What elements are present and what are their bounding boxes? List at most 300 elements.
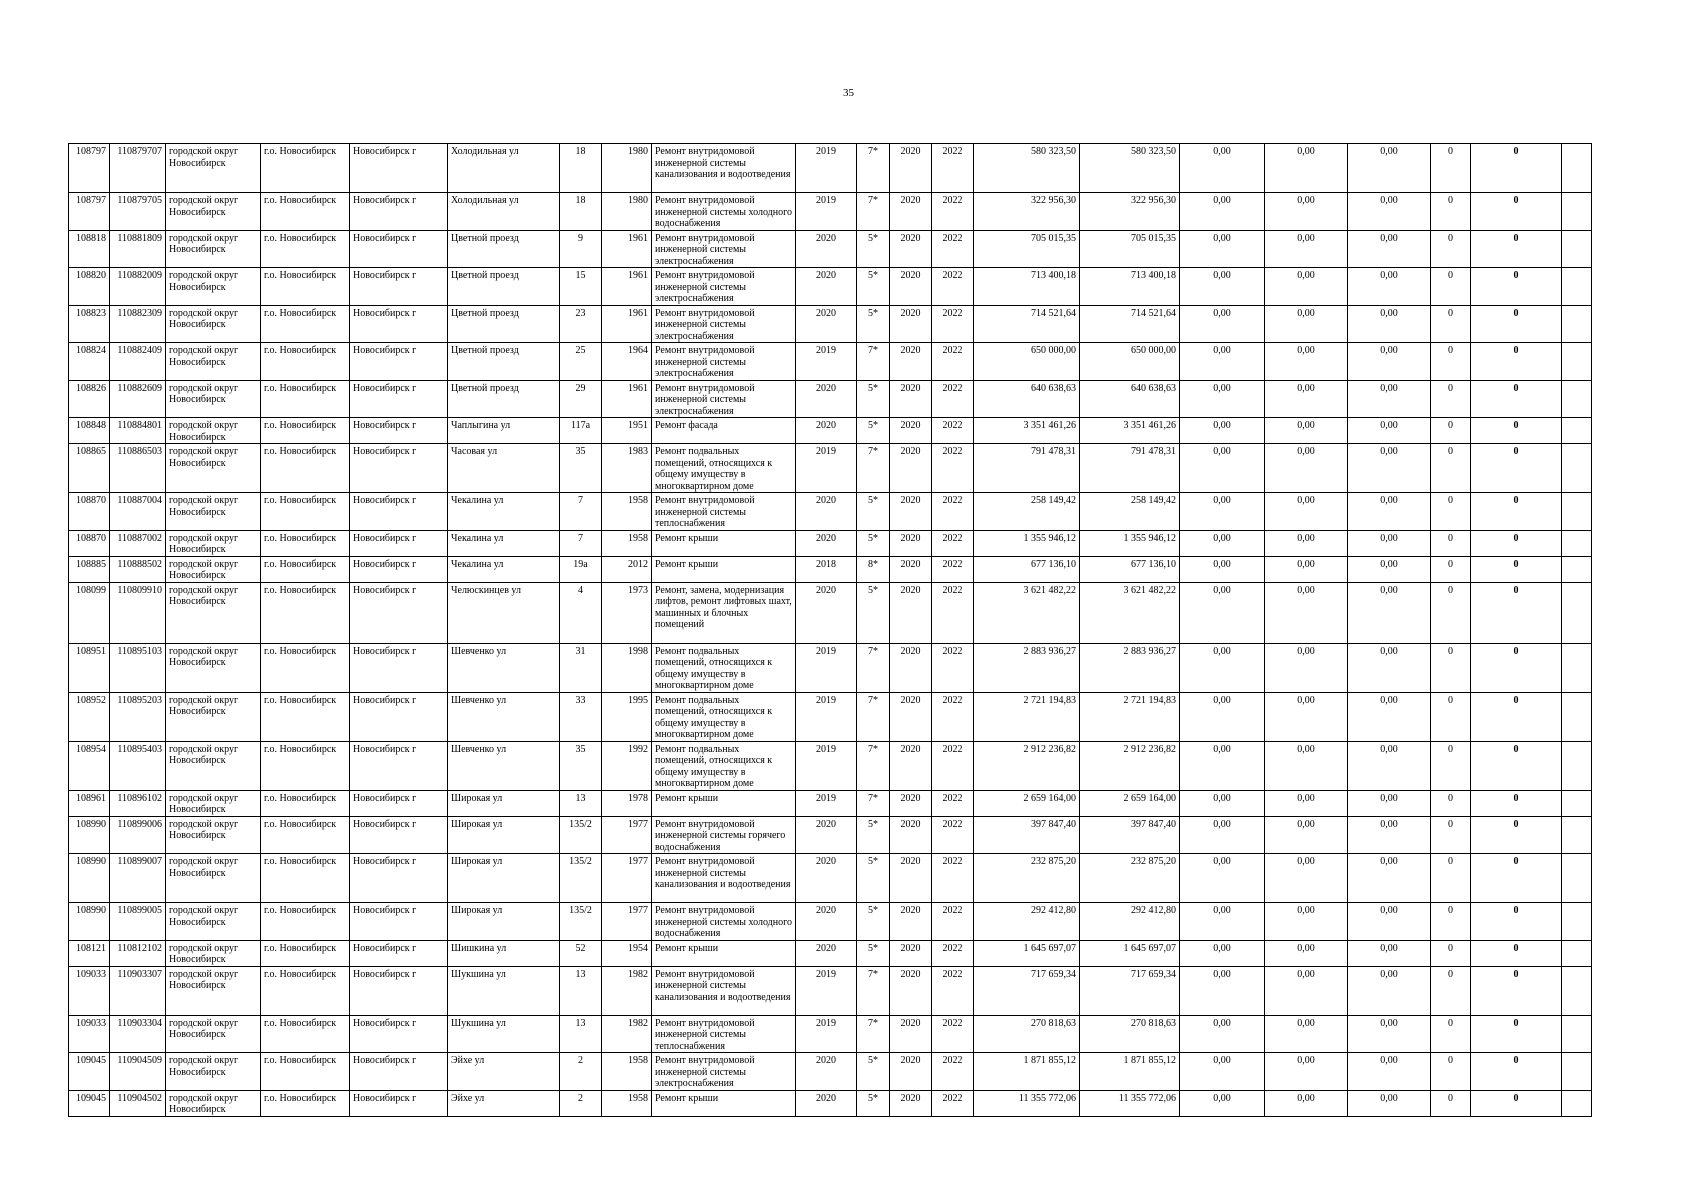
cell-fund-amount: 1 355 946,12: [1080, 530, 1180, 556]
cell-district: г.о. Новосибирск: [261, 741, 350, 790]
table-row: [69, 582, 1592, 643]
cell-work-type: Ремонт внутридомовой инженерной системы горячего водоснабжения: [652, 816, 796, 854]
cell-work-type: Ремонт внутридомовой инженерной системы электроснабжения: [652, 380, 796, 418]
cell-row-code: 110886503: [110, 444, 166, 493]
cell-empty-cell: [1562, 903, 1592, 941]
cell-district: г.о. Новосибирск: [261, 582, 350, 643]
cell-priority: 7*: [857, 144, 890, 193]
cell-budget-1: 0,00: [1180, 193, 1265, 231]
cell-city: Новосибирск г: [350, 816, 448, 854]
cell-district: г.о. Новосибирск: [261, 305, 350, 343]
cell-year-planned: 2019: [796, 643, 857, 692]
cell-year-planned: 2020: [796, 1090, 857, 1116]
cell-build-year: 1961: [602, 268, 652, 306]
cell-total-cost: 1 871 855,12: [974, 1053, 1080, 1091]
cell-street: Эйхе ул: [448, 1053, 560, 1091]
cell-municipality: городской округ Новосибирск: [166, 816, 261, 854]
cell-year-start: 2020: [890, 1015, 932, 1053]
cell-year-planned: 2019: [796, 444, 857, 493]
cell-budget-3: 0,00: [1348, 230, 1431, 268]
cell-year-start: 2020: [890, 556, 932, 582]
cell-budget-1: 0,00: [1180, 268, 1265, 306]
cell-house-number: 117а: [560, 418, 602, 444]
cell-street: Чекалина ул: [448, 530, 560, 556]
cell-year-end: 2022: [932, 418, 974, 444]
cell-city: Новосибирск г: [350, 530, 448, 556]
cell-row-code: 110899007: [110, 854, 166, 903]
cell-budget-1: 0,00: [1180, 343, 1265, 381]
cell-year-planned: 2020: [796, 940, 857, 966]
cell-year-start: 2020: [890, 854, 932, 903]
cell-budget-1: 0,00: [1180, 854, 1265, 903]
cell-street: Широкая ул: [448, 790, 560, 816]
cell-budget-2: 0,00: [1265, 268, 1348, 306]
cell-budget-3: 0,00: [1348, 903, 1431, 941]
cell-work-type: Ремонт подвальных помещений, относящихся к общему имуществу в многоквартирном доме: [652, 692, 796, 741]
table-row: [69, 940, 1592, 966]
cell-row-id: 108865: [69, 444, 110, 493]
cell-house-number: 19а: [560, 556, 602, 582]
cell-row-code: 110895203: [110, 692, 166, 741]
cell-year-end: 2022: [932, 268, 974, 306]
cell-count-2: 0: [1471, 643, 1562, 692]
cell-budget-3: 0,00: [1348, 193, 1431, 231]
cell-municipality: городской округ Новосибирск: [166, 966, 261, 1015]
cell-house-number: 33: [560, 692, 602, 741]
cell-row-code: 110882309: [110, 305, 166, 343]
cell-budget-2: 0,00: [1265, 230, 1348, 268]
cell-budget-3: 0,00: [1348, 582, 1431, 643]
cell-district: г.о. Новосибирск: [261, 854, 350, 903]
cell-budget-3: 0,00: [1348, 790, 1431, 816]
cell-municipality: городской округ Новосибирск: [166, 305, 261, 343]
cell-municipality: городской округ Новосибирск: [166, 556, 261, 582]
cell-city: Новосибирск г: [350, 966, 448, 1015]
cell-year-end: 2022: [932, 556, 974, 582]
cell-build-year: 1961: [602, 380, 652, 418]
cell-year-planned: 2020: [796, 305, 857, 343]
table-row: [69, 692, 1592, 741]
cell-row-id: 108797: [69, 144, 110, 193]
cell-row-code: 110903307: [110, 966, 166, 1015]
table-row: [69, 343, 1592, 381]
cell-work-type: Ремонт внутридомовой инженерной системы канализования и водоотведения: [652, 854, 796, 903]
cell-priority: 5*: [857, 903, 890, 941]
cell-work-type: Ремонт, замена, модернизация лифтов, ремонт лифтовых шахт, машинных и блочных помещений: [652, 582, 796, 643]
cell-total-cost: 397 847,40: [974, 816, 1080, 854]
cell-municipality: городской округ Новосибирск: [166, 741, 261, 790]
cell-city: Новосибирск г: [350, 903, 448, 941]
cell-count-1: 0: [1431, 1090, 1471, 1116]
cell-year-planned: 2020: [796, 418, 857, 444]
cell-budget-1: 0,00: [1180, 903, 1265, 941]
cell-street: Чекалина ул: [448, 493, 560, 531]
cell-district: г.о. Новосибирск: [261, 966, 350, 1015]
cell-house-number: 135/2: [560, 816, 602, 854]
cell-city: Новосибирск г: [350, 380, 448, 418]
cell-year-planned: 2020: [796, 816, 857, 854]
cell-build-year: 1958: [602, 493, 652, 531]
cell-year-planned: 2018: [796, 556, 857, 582]
cell-fund-amount: 791 478,31: [1080, 444, 1180, 493]
cell-year-end: 2022: [932, 144, 974, 193]
cell-street: Цветной проезд: [448, 380, 560, 418]
cell-total-cost: 713 400,18: [974, 268, 1080, 306]
cell-empty-cell: [1562, 741, 1592, 790]
cell-total-cost: 258 149,42: [974, 493, 1080, 531]
cell-total-cost: 717 659,34: [974, 966, 1080, 1015]
cell-count-2: 0: [1471, 1015, 1562, 1053]
cell-row-code: 110809910: [110, 582, 166, 643]
cell-count-1: 0: [1431, 230, 1471, 268]
cell-budget-1: 0,00: [1180, 305, 1265, 343]
cell-district: г.о. Новосибирск: [261, 530, 350, 556]
cell-municipality: городской округ Новосибирск: [166, 854, 261, 903]
cell-municipality: городской округ Новосибирск: [166, 582, 261, 643]
cell-count-2: 0: [1471, 966, 1562, 1015]
cell-budget-2: 0,00: [1265, 380, 1348, 418]
cell-budget-3: 0,00: [1348, 940, 1431, 966]
cell-empty-cell: [1562, 530, 1592, 556]
cell-year-start: 2020: [890, 343, 932, 381]
cell-empty-cell: [1562, 854, 1592, 903]
cell-budget-3: 0,00: [1348, 530, 1431, 556]
cell-count-2: 0: [1471, 940, 1562, 966]
cell-year-planned: 2020: [796, 854, 857, 903]
cell-empty-cell: [1562, 790, 1592, 816]
cell-priority: 5*: [857, 418, 890, 444]
table-body: [69, 144, 1592, 1117]
cell-city: Новосибирск г: [350, 343, 448, 381]
cell-budget-1: 0,00: [1180, 418, 1265, 444]
cell-priority: 7*: [857, 966, 890, 1015]
cell-work-type: Ремонт крыши: [652, 940, 796, 966]
cell-municipality: городской округ Новосибирск: [166, 343, 261, 381]
cell-municipality: городской округ Новосибирск: [166, 418, 261, 444]
cell-build-year: 1980: [602, 193, 652, 231]
cell-street: Шевченко ул: [448, 643, 560, 692]
cell-empty-cell: [1562, 493, 1592, 531]
cell-row-id: 108826: [69, 380, 110, 418]
cell-year-planned: 2019: [796, 966, 857, 1015]
cell-row-id: 108990: [69, 816, 110, 854]
cell-district: г.о. Новосибирск: [261, 816, 350, 854]
cell-municipality: городской округ Новосибирск: [166, 692, 261, 741]
cell-year-start: 2020: [890, 230, 932, 268]
cell-fund-amount: 714 521,64: [1080, 305, 1180, 343]
cell-count-1: 0: [1431, 854, 1471, 903]
cell-total-cost: 714 521,64: [974, 305, 1080, 343]
cell-year-planned: 2020: [796, 493, 857, 531]
cell-priority: 7*: [857, 444, 890, 493]
cell-year-end: 2022: [932, 692, 974, 741]
cell-district: г.о. Новосибирск: [261, 1015, 350, 1053]
cell-budget-1: 0,00: [1180, 556, 1265, 582]
cell-street: Широкая ул: [448, 816, 560, 854]
cell-priority: 5*: [857, 380, 890, 418]
cell-district: г.о. Новосибирск: [261, 193, 350, 231]
cell-count-2: 0: [1471, 305, 1562, 343]
cell-priority: 5*: [857, 230, 890, 268]
cell-row-id: 108990: [69, 854, 110, 903]
cell-year-planned: 2020: [796, 268, 857, 306]
cell-budget-1: 0,00: [1180, 230, 1265, 268]
cell-budget-2: 0,00: [1265, 305, 1348, 343]
cell-year-end: 2022: [932, 380, 974, 418]
cell-budget-3: 0,00: [1348, 1015, 1431, 1053]
cell-row-code: 110896102: [110, 790, 166, 816]
cell-budget-1: 0,00: [1180, 816, 1265, 854]
cell-total-cost: 270 818,63: [974, 1015, 1080, 1053]
cell-empty-cell: [1562, 343, 1592, 381]
cell-priority: 5*: [857, 1090, 890, 1116]
cell-budget-3: 0,00: [1348, 444, 1431, 493]
cell-budget-2: 0,00: [1265, 193, 1348, 231]
cell-house-number: 52: [560, 940, 602, 966]
cell-fund-amount: 2 721 194,83: [1080, 692, 1180, 741]
cell-build-year: 1992: [602, 741, 652, 790]
cell-year-start: 2020: [890, 790, 932, 816]
cell-total-cost: 2 912 236,82: [974, 741, 1080, 790]
cell-budget-2: 0,00: [1265, 582, 1348, 643]
cell-row-id: 109033: [69, 1015, 110, 1053]
cell-empty-cell: [1562, 418, 1592, 444]
cell-street: Шишкина ул: [448, 940, 560, 966]
cell-district: г.о. Новосибирск: [261, 940, 350, 966]
table-row: [69, 903, 1592, 941]
cell-row-code: 110879707: [110, 144, 166, 193]
table-row: [69, 305, 1592, 343]
cell-year-start: 2020: [890, 741, 932, 790]
cell-house-number: 18: [560, 193, 602, 231]
cell-priority: 7*: [857, 193, 890, 231]
cell-district: г.о. Новосибирск: [261, 643, 350, 692]
cell-empty-cell: [1562, 692, 1592, 741]
cell-municipality: городской округ Новосибирск: [166, 268, 261, 306]
cell-year-start: 2020: [890, 582, 932, 643]
cell-count-2: 0: [1471, 790, 1562, 816]
cell-count-1: 0: [1431, 790, 1471, 816]
cell-city: Новосибирск г: [350, 268, 448, 306]
cell-house-number: 135/2: [560, 903, 602, 941]
cell-priority: 7*: [857, 790, 890, 816]
cell-city: Новосибирск г: [350, 305, 448, 343]
cell-count-2: 0: [1471, 854, 1562, 903]
cell-city: Новосибирск г: [350, 230, 448, 268]
cell-count-1: 0: [1431, 305, 1471, 343]
cell-street: Цветной проезд: [448, 230, 560, 268]
cell-priority: 5*: [857, 493, 890, 531]
cell-fund-amount: 1 645 697,07: [1080, 940, 1180, 966]
cell-year-planned: 2019: [796, 692, 857, 741]
cell-year-start: 2020: [890, 305, 932, 343]
cell-house-number: 2: [560, 1053, 602, 1091]
cell-fund-amount: 705 015,35: [1080, 230, 1180, 268]
cell-year-planned: 2020: [796, 230, 857, 268]
cell-city: Новосибирск г: [350, 582, 448, 643]
cell-total-cost: 705 015,35: [974, 230, 1080, 268]
cell-budget-2: 0,00: [1265, 940, 1348, 966]
cell-house-number: 31: [560, 643, 602, 692]
cell-total-cost: 677 136,10: [974, 556, 1080, 582]
cell-budget-3: 0,00: [1348, 493, 1431, 531]
cell-empty-cell: [1562, 380, 1592, 418]
table-row: [69, 1053, 1592, 1091]
cell-budget-2: 0,00: [1265, 816, 1348, 854]
cell-fund-amount: 292 412,80: [1080, 903, 1180, 941]
cell-budget-3: 0,00: [1348, 268, 1431, 306]
cell-empty-cell: [1562, 268, 1592, 306]
cell-year-start: 2020: [890, 966, 932, 1015]
cell-budget-2: 0,00: [1265, 556, 1348, 582]
cell-fund-amount: 11 355 772,06: [1080, 1090, 1180, 1116]
cell-house-number: 15: [560, 268, 602, 306]
cell-row-id: 109033: [69, 966, 110, 1015]
cell-municipality: городской округ Новосибирск: [166, 643, 261, 692]
cell-house-number: 25: [560, 343, 602, 381]
cell-row-id: 108848: [69, 418, 110, 444]
cell-year-start: 2020: [890, 816, 932, 854]
cell-budget-1: 0,00: [1180, 643, 1265, 692]
cell-build-year: 1977: [602, 816, 652, 854]
cell-municipality: городской округ Новосибирск: [166, 790, 261, 816]
cell-budget-2: 0,00: [1265, 530, 1348, 556]
cell-house-number: 7: [560, 493, 602, 531]
cell-count-1: 0: [1431, 816, 1471, 854]
cell-street: Цветной проезд: [448, 343, 560, 381]
cell-fund-amount: 650 000,00: [1080, 343, 1180, 381]
cell-budget-1: 0,00: [1180, 1015, 1265, 1053]
cell-budget-3: 0,00: [1348, 305, 1431, 343]
cell-row-id: 108820: [69, 268, 110, 306]
cell-year-start: 2020: [890, 268, 932, 306]
cell-total-cost: 580 323,50: [974, 144, 1080, 193]
cell-empty-cell: [1562, 816, 1592, 854]
cell-total-cost: 292 412,80: [974, 903, 1080, 941]
cell-budget-1: 0,00: [1180, 493, 1265, 531]
page-number: 35: [843, 87, 854, 99]
cell-total-cost: 11 355 772,06: [974, 1090, 1080, 1116]
cell-house-number: 18: [560, 144, 602, 193]
cell-district: г.о. Новосибирск: [261, 493, 350, 531]
cell-year-start: 2020: [890, 1053, 932, 1091]
cell-count-2: 0: [1471, 1053, 1562, 1091]
cell-empty-cell: [1562, 582, 1592, 643]
cell-municipality: городской округ Новосибирск: [166, 193, 261, 231]
cell-work-type: Ремонт внутридомовой инженерной системы электроснабжения: [652, 230, 796, 268]
cell-build-year: 1951: [602, 418, 652, 444]
cell-count-1: 0: [1431, 582, 1471, 643]
cell-work-type: Ремонт крыши: [652, 556, 796, 582]
cell-street: Эйхе ул: [448, 1090, 560, 1116]
cell-year-start: 2020: [890, 692, 932, 741]
cell-budget-2: 0,00: [1265, 1015, 1348, 1053]
cell-year-planned: 2020: [796, 582, 857, 643]
cell-budget-3: 0,00: [1348, 966, 1431, 1015]
cell-total-cost: 640 638,63: [974, 380, 1080, 418]
cell-city: Новосибирск г: [350, 1053, 448, 1091]
cell-empty-cell: [1562, 193, 1592, 231]
cell-budget-2: 0,00: [1265, 418, 1348, 444]
cell-fund-amount: 640 638,63: [1080, 380, 1180, 418]
cell-build-year: 1958: [602, 1090, 652, 1116]
cell-budget-2: 0,00: [1265, 903, 1348, 941]
cell-year-start: 2020: [890, 418, 932, 444]
cell-empty-cell: [1562, 966, 1592, 1015]
cell-year-end: 2022: [932, 305, 974, 343]
cell-count-1: 0: [1431, 380, 1471, 418]
cell-budget-1: 0,00: [1180, 1090, 1265, 1116]
cell-priority: 5*: [857, 816, 890, 854]
cell-count-2: 0: [1471, 741, 1562, 790]
cell-total-cost: 3 621 482,22: [974, 582, 1080, 643]
cell-row-id: 108824: [69, 343, 110, 381]
cell-fund-amount: 2 912 236,82: [1080, 741, 1180, 790]
cell-year-start: 2020: [890, 903, 932, 941]
cell-year-start: 2020: [890, 380, 932, 418]
cell-empty-cell: [1562, 305, 1592, 343]
cell-budget-2: 0,00: [1265, 692, 1348, 741]
cell-district: г.о. Новосибирск: [261, 380, 350, 418]
cell-row-code: 110895103: [110, 643, 166, 692]
cell-year-planned: 2020: [796, 903, 857, 941]
cell-row-code: 110888502: [110, 556, 166, 582]
cell-budget-2: 0,00: [1265, 493, 1348, 531]
cell-priority: 5*: [857, 582, 890, 643]
cell-municipality: городской округ Новосибирск: [166, 493, 261, 531]
cell-build-year: 1961: [602, 230, 652, 268]
cell-count-2: 0: [1471, 268, 1562, 306]
cell-count-1: 0: [1431, 493, 1471, 531]
table-row: [69, 556, 1592, 582]
cell-year-start: 2020: [890, 940, 932, 966]
cell-house-number: 135/2: [560, 854, 602, 903]
table-row: [69, 230, 1592, 268]
cell-row-code: 110887004: [110, 493, 166, 531]
cell-fund-amount: 2 659 164,00: [1080, 790, 1180, 816]
cell-row-id: 108099: [69, 582, 110, 643]
cell-total-cost: 2 659 164,00: [974, 790, 1080, 816]
cell-year-end: 2022: [932, 1090, 974, 1116]
cell-total-cost: 791 478,31: [974, 444, 1080, 493]
cell-count-2: 0: [1471, 1090, 1562, 1116]
cell-house-number: 35: [560, 741, 602, 790]
cell-budget-3: 0,00: [1348, 816, 1431, 854]
cell-budget-3: 0,00: [1348, 692, 1431, 741]
cell-budget-2: 0,00: [1265, 144, 1348, 193]
cell-street: Шевченко ул: [448, 692, 560, 741]
cell-district: г.о. Новосибирск: [261, 790, 350, 816]
cell-build-year: 2012: [602, 556, 652, 582]
cell-city: Новосибирск г: [350, 741, 448, 790]
cell-row-code: 110882609: [110, 380, 166, 418]
cell-budget-2: 0,00: [1265, 643, 1348, 692]
cell-total-cost: 650 000,00: [974, 343, 1080, 381]
cell-street: Шукшина ул: [448, 1015, 560, 1053]
cell-year-end: 2022: [932, 1053, 974, 1091]
cell-row-code: 110887002: [110, 530, 166, 556]
cell-year-start: 2020: [890, 144, 932, 193]
cell-row-code: 110899005: [110, 903, 166, 941]
table-row: [69, 816, 1592, 854]
cell-row-code: 110904502: [110, 1090, 166, 1116]
cell-row-code: 110881809: [110, 230, 166, 268]
cell-row-code: 110899006: [110, 816, 166, 854]
cell-count-1: 0: [1431, 966, 1471, 1015]
table-row: [69, 643, 1592, 692]
cell-fund-amount: 1 871 855,12: [1080, 1053, 1180, 1091]
cell-budget-1: 0,00: [1180, 444, 1265, 493]
